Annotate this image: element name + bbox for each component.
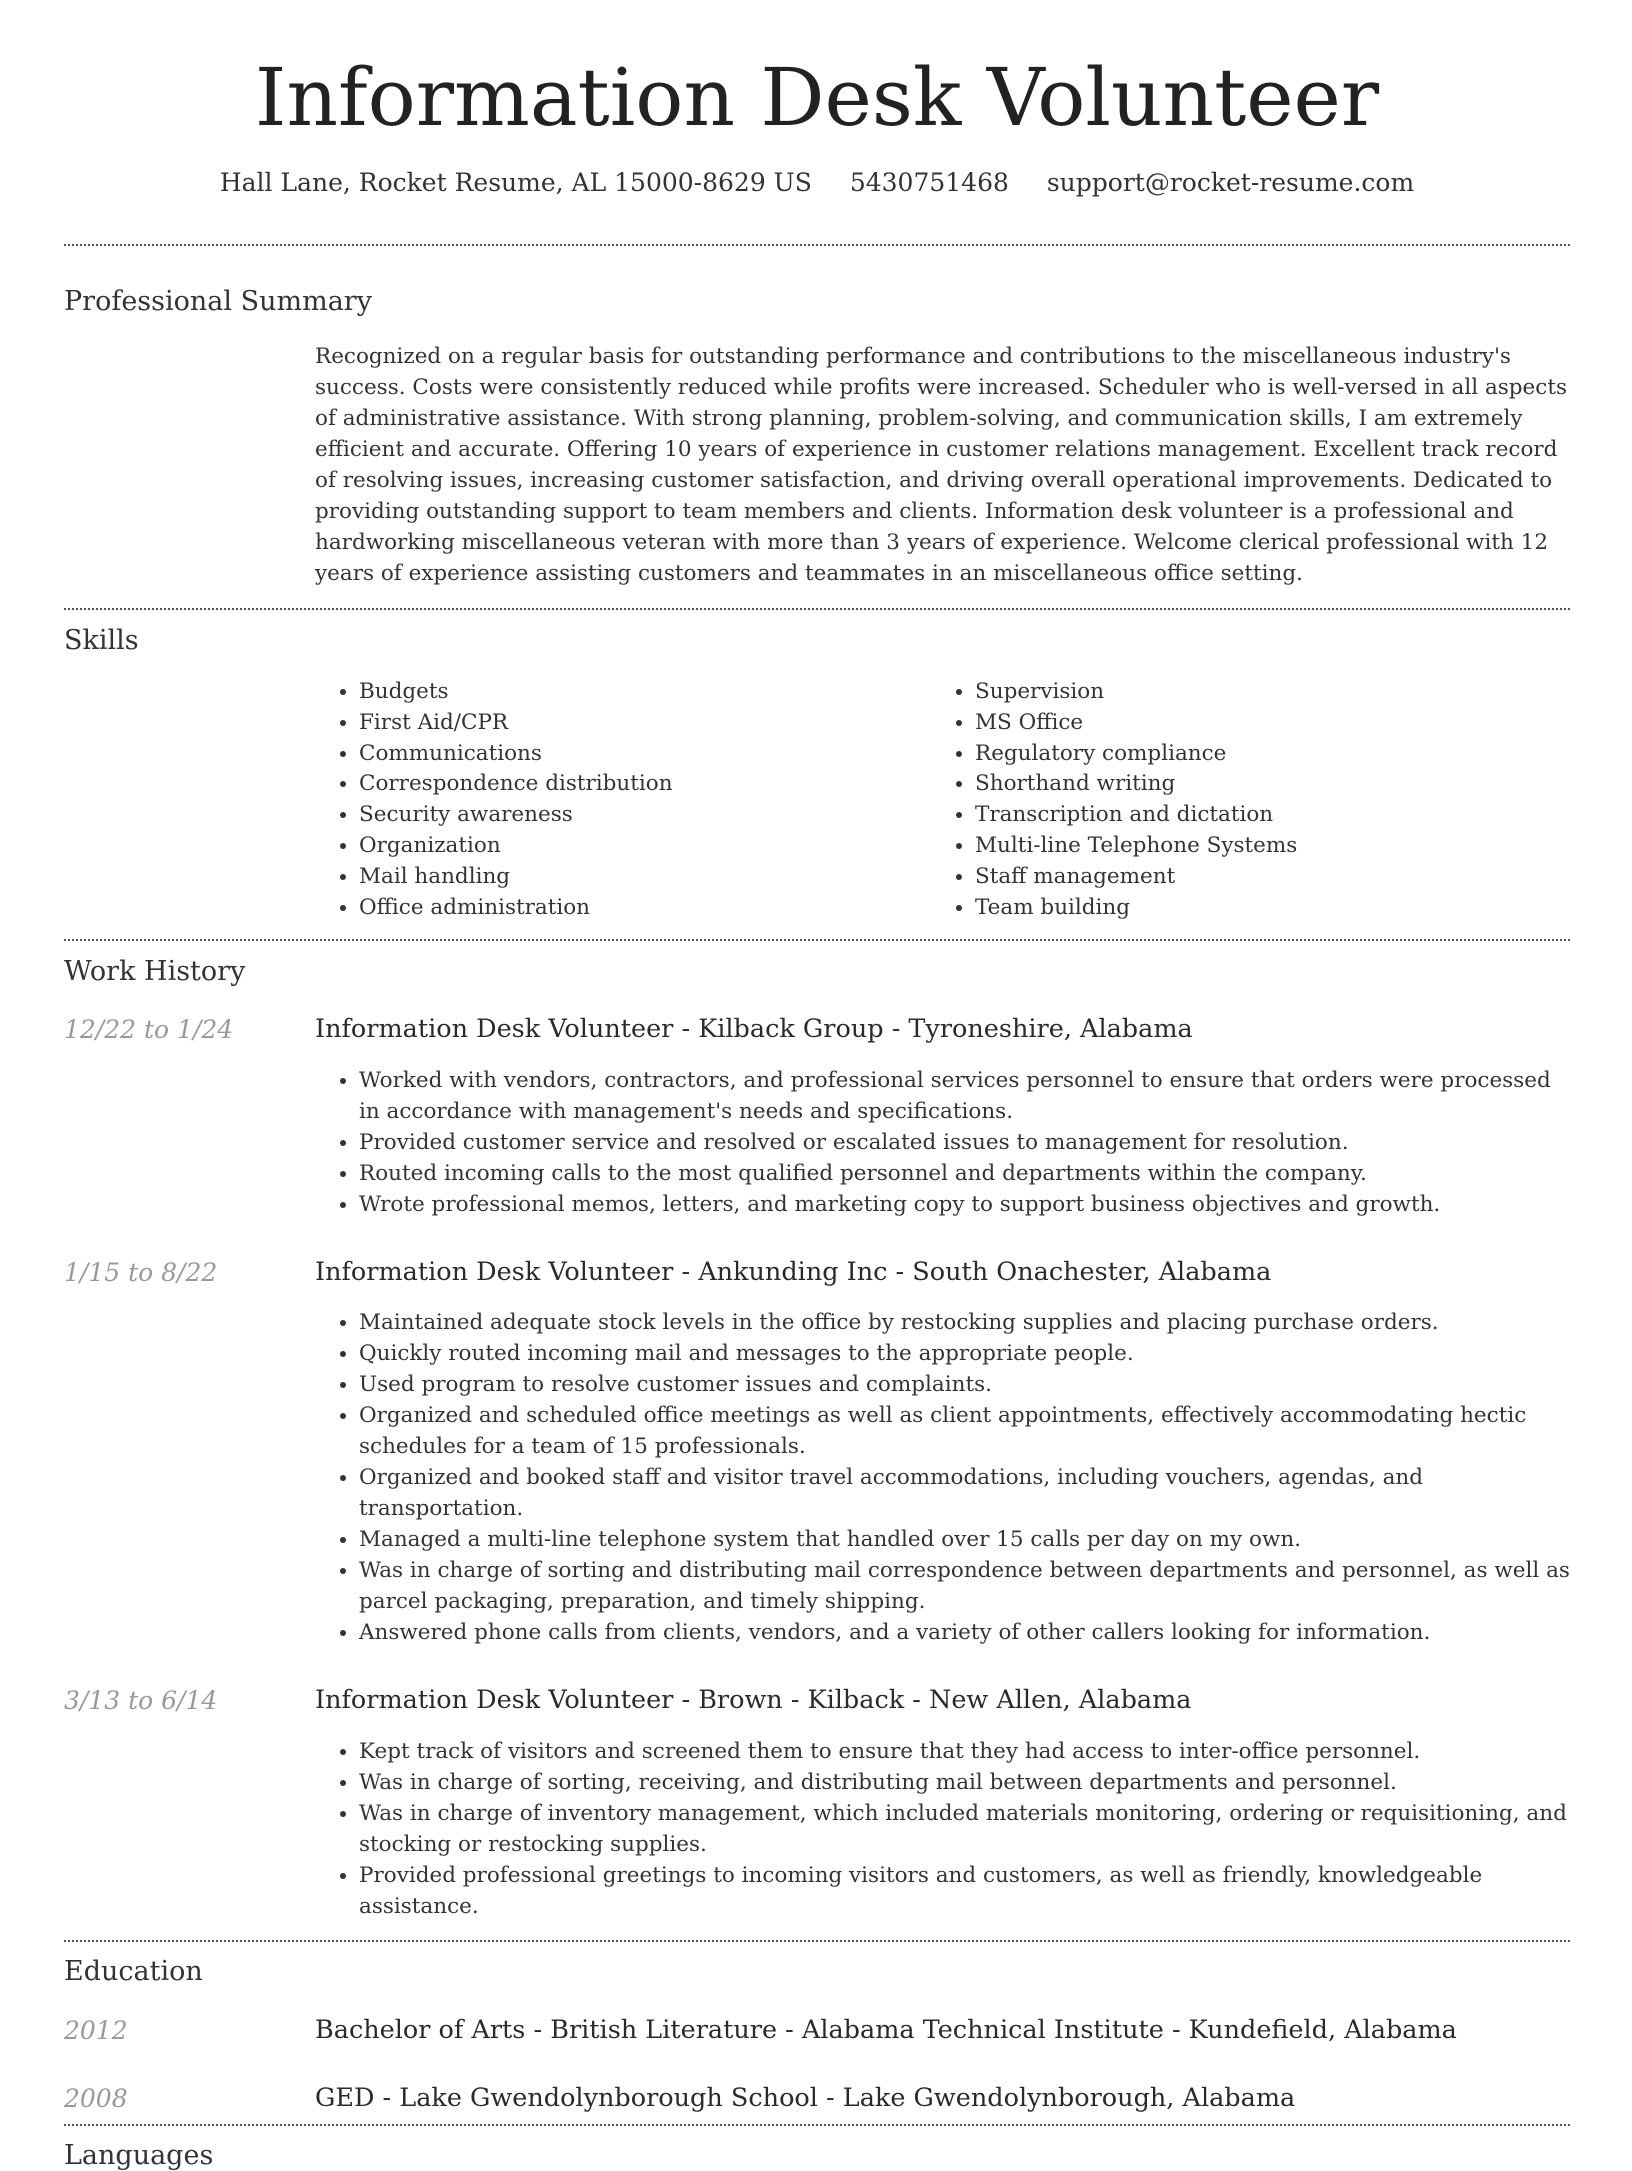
skill-item: • Security awareness [359,800,931,831]
skill-item: • Correspondence distribution [359,769,931,800]
skills-column-right [931,677,1547,923]
skill-item: • Budgets [359,677,931,708]
education-heading: Education [64,1955,203,1987]
job-title: Information Desk Volunteer - Kilback Group - Tyroneshire, Alabama [315,1014,1193,1045]
job-bullet: • Organized and scheduled office meetings as well as client appointments, effectively accommodating hectic schedules for a team of 15 professionals. [359,1400,1570,1462]
skills-list [315,677,1570,923]
job-entry [64,1256,1570,1649]
job-bullet: • Quickly routed incoming mail and messages to the appropriate people. [359,1338,1570,1369]
divider [64,2124,1570,2126]
job-date: 12/22 to 1/24 [64,1015,234,1045]
divider [64,939,1570,941]
languages-heading: Languages [64,2139,214,2171]
work-heading: Work History [64,956,246,988]
job-entry [64,1014,1570,1220]
education-text: Bachelor of Arts - British Literature - Alabama Technical Institute - Kundefield, Alabama [315,2014,1457,2045]
skill-item: • Supervision [975,677,1547,708]
education-text: GED - Lake Gwendolynborough School - Lake Gwendolynborough, Alabama [315,2082,1296,2113]
job-title: Information Desk Volunteer - Brown - Kilback - New Allen, Alabama [315,1685,1192,1716]
divider [64,244,1570,246]
contact-phone: 5430751468 [849,168,1009,197]
skill-item: • Shorthand writing [975,769,1547,800]
job-bullet: • Was in charge of inventory management, which included materials monitoring, ordering or requisitioning, and stocking or restocking supplies. [359,1798,1570,1860]
job-bullet: • Managed a multi-line telephone system that handled over 15 calls per day on my own. [359,1524,1570,1555]
job-bullet: • Wrote professional memos, letters, and marketing copy to support business objectives and growth. [359,1189,1570,1220]
skill-item: • Communications [359,739,931,770]
skill-item: • Regulatory compliance [975,739,1547,770]
resume-page [64,0,1570,2169]
job-bullet: • Was in charge of sorting, receiving, and distributing mail between departments and personnel. [359,1767,1570,1798]
skills-heading: Skills [64,625,139,656]
job-bullet: • Provided professional greetings to incoming visitors and customers, as well as friendly, knowledgeable assistance. [359,1860,1570,1922]
job-date: 3/13 to 6/14 [64,1686,218,1716]
job-bullets [315,1736,1570,1922]
education-entry [64,2082,1570,2120]
skill-item: • Mail handling [359,862,931,893]
job-bullet: • Maintained adequate stock levels in the office by restocking supplies and placing purchase orders. [359,1307,1570,1338]
skill-item: • Organization [359,831,931,862]
job-date: 1/15 to 8/22 [64,1257,218,1287]
job-entry [64,1685,1570,1922]
job-bullet: • Kept track of visitors and screened them to ensure that they had access to inter-office personnel. [359,1736,1570,1767]
job-bullet: • Was in charge of sorting and distributing mail correspondence between departments and personnel, as well as parcel packaging, preparation, and timely shipping. [359,1555,1570,1617]
job-bullets [315,1065,1570,1220]
skill-item: • Team building [975,893,1547,924]
job-bullet: • Used program to resolve customer issues and complaints. [359,1369,1570,1400]
skill-item: • Office administration [359,893,931,924]
job-bullet: • Routed incoming calls to the most qualified personnel and departments within the company. [359,1158,1570,1189]
summary-text: Recognized on a regular basis for outstanding performance and contributions to the miscellaneous industry's success. Costs were consistently reduced while profits were increased. Scheduler who is well-versed in all aspects of administrative assistance. With strong planning, problem-solving, and communication skills, I am extremely efficient and accurate. Offering 10 years of experience in customer relations management. Excellent track record of resolving issues, increasing customer satisfaction, and driving overall operational improvements. Dedicated to providing outstanding support to team members and clients. Information desk volunteer is a professional and hardworking miscellaneous veteran with more than 3 years of experience. Welcome clerical professional with 12 years of experience assisting customers and teammates in an miscellaneous office setting. [315,344,1567,586]
divider [64,1940,1570,1942]
summary-heading: Professional Summary [64,286,372,317]
skill-item: • Multi-line Telephone Systems [975,831,1547,862]
skill-item: • MS Office [975,708,1547,739]
education-date: 2008 [64,2083,128,2113]
contact-line [64,170,1570,195]
divider [64,608,1570,610]
resume-name: Information Desk Volunteer [254,51,1380,144]
contact-address: Hall Lane, Rocket Resume, AL 15000-8629 US [219,168,812,197]
job-title: Information Desk Volunteer - Ankunding Inc - South Onachester, Alabama [315,1256,1272,1287]
skill-item: • Transcription and dictation [975,800,1547,831]
contact-email: support@rocket-resume.com [1046,168,1415,197]
job-bullet: • Answered phone calls from clients, vendors, and a variety of other callers looking for information. [359,1617,1570,1648]
education-entry [64,2014,1570,2052]
job-bullet: • Worked with vendors, contractors, and professional services personnel to ensure that orders were processed in accordance with management's needs and specifications. [359,1065,1570,1127]
skills-column-left [315,677,931,923]
job-bullet: • Organized and booked staff and visitor travel accommodations, including vouchers, agendas, and transportation. [359,1462,1570,1524]
skill-item: • Staff management [975,862,1547,893]
job-bullets [315,1307,1570,1648]
education-date: 2012 [64,2015,128,2045]
job-bullet: • Provided customer service and resolved or escalated issues to management for resolution. [359,1127,1570,1158]
skill-item: • First Aid/CPR [359,708,931,739]
